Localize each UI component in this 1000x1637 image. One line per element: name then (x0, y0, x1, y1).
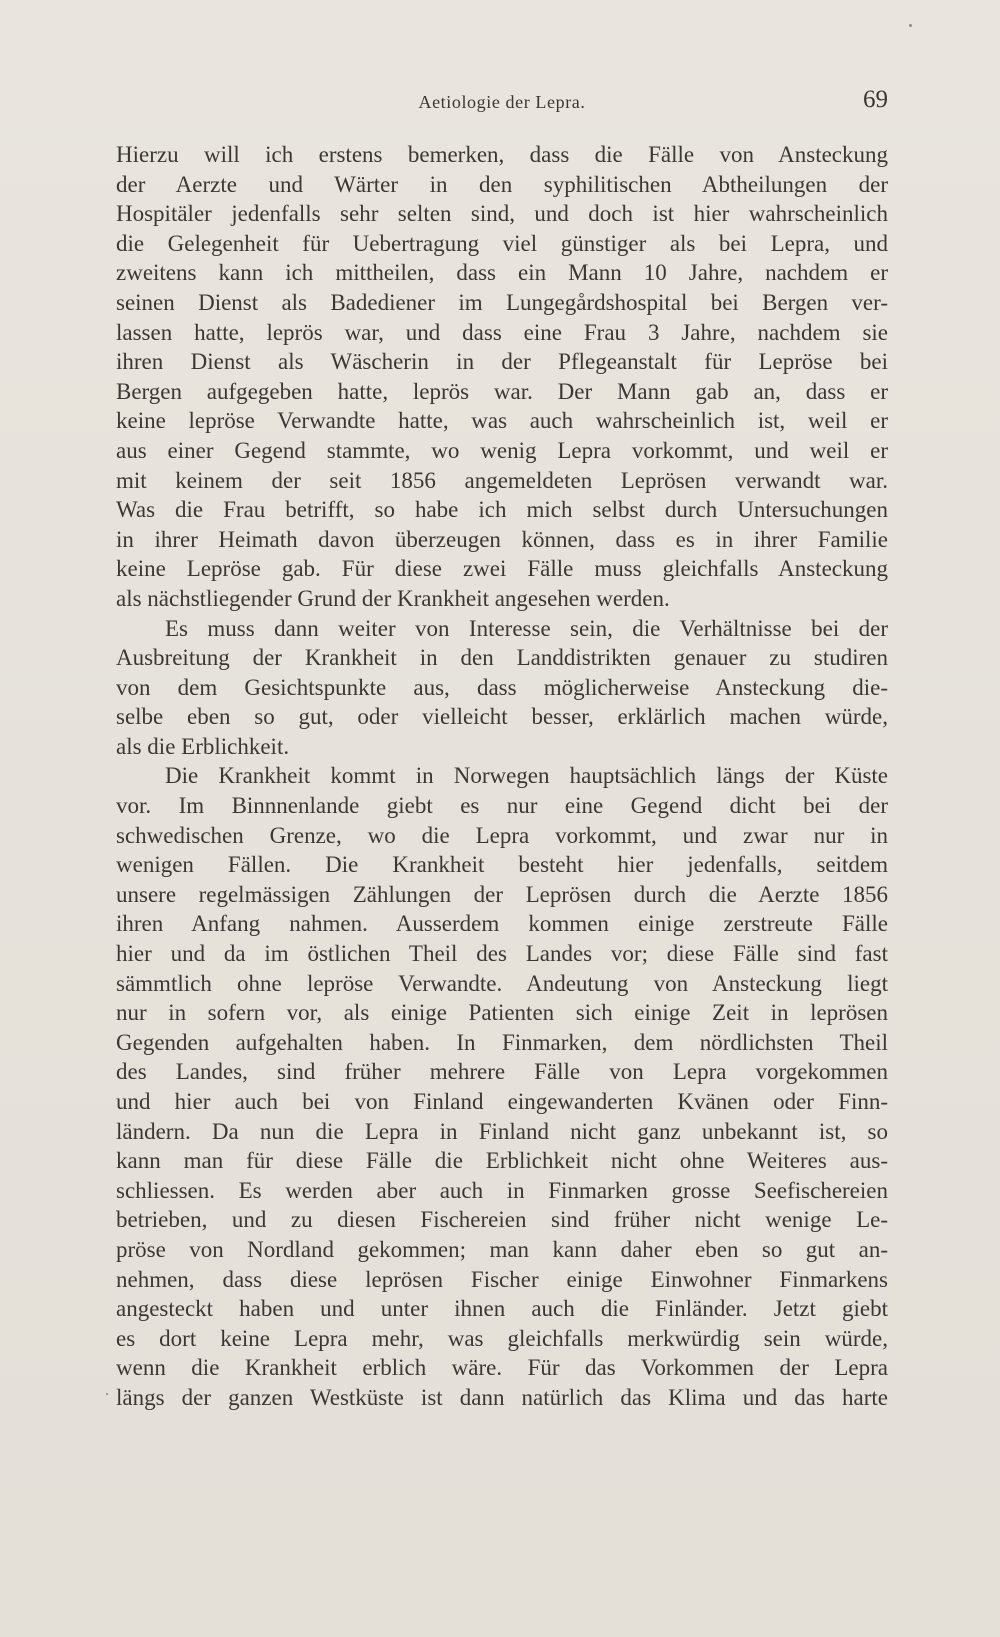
text-line: Hierzu will ich erstens bemerken, dass die Fälle von Ansteckung (116, 142, 888, 167)
text-line: Bergen aufgegeben hatte, leprös war. Der Mann gab an, dass er (116, 378, 888, 404)
body-text (116, 140, 888, 1413)
text-line: ihren Dienst als Wäscherin in der Pflegeanstalt für Lepröse bei (116, 349, 888, 375)
text-line: und hier auch bei von Finland eingewanderten Kvänen oder Finn- (116, 1089, 888, 1114)
text-line: pröse von Nordland gekommen; man kann daher eben so gut an- (116, 1236, 888, 1262)
text-line: Ausbreitung der Krankheit in den Landdistrikten genauer zu studiren (116, 645, 888, 671)
text-line: lassen hatte, leprös war, und dass eine Frau 3 Jahre, nachdem sie (116, 319, 888, 345)
text-line: Gegenden aufgehalten haben. In Finmarken, dem nördlichsten Theil (116, 1029, 888, 1055)
text-line: wenigen Fällen. Die Krankheit besteht hier jedenfalls, seitdem (116, 852, 888, 878)
text-line: aus einer Gegend stammte, wo wenig Lepra vorkommt, und weil er (116, 437, 888, 463)
text-line: kann man für diese Fälle die Erblichkeit nicht ohne Weiteres aus- (116, 1148, 888, 1174)
text-line: sämmtlich ohne lepröse Verwandte. Andeutung von Ansteckung liegt (116, 970, 888, 996)
text-line: nur in sofern vor, als einige Patienten sich einige Zeit in leprösen (116, 1000, 888, 1026)
text-line: es dort keine Lepra mehr, was gleichfalls merkwürdig sein würde, (116, 1325, 888, 1351)
text-line: von dem Gesichtspunkte aus, dass möglicherweise Ansteckung die- (116, 674, 888, 700)
text-line: Hospitäler jedenfalls sehr selten sind, und doch ist hier wahrscheinlich (116, 201, 888, 227)
paper-speck (106, 1393, 108, 1395)
text-line: mit keinem der seit 1856 angemeldeten Leprösen verwandt war. (116, 467, 888, 493)
running-head (116, 86, 888, 120)
text-line: in ihrer Heimath davon überzeugen können, dass es in ihrer Familie (116, 526, 888, 552)
text-line: des Landes, sind früher mehrere Fälle von Lepra vorgekommen (116, 1059, 888, 1085)
text-line: die Gelegenheit für Uebertragung viel günstiger als bei Lepra, und (116, 230, 888, 256)
text-line: keine lepröse Verwandte hatte, was auch wahrscheinlich ist, weil er (116, 408, 888, 434)
text-line: ihren Anfang nahmen. Ausserdem kommen einige zerstreute Fälle (116, 911, 888, 937)
text-line: angesteckt haben und unter ihnen auch die Finländer. Jetzt giebt (116, 1296, 888, 1322)
text-line: betrieben, und zu diesen Fischereien sind früher nicht wenige Le- (116, 1207, 888, 1233)
text-line: zweitens kann ich mittheilen, dass ein Mann 10 Jahre, nachdem er (116, 260, 888, 286)
text-line: Was die Frau betrifft, so habe ich mich selbst durch Untersuchungen (116, 497, 888, 523)
paper-speck (909, 24, 912, 27)
text-line: hier und da im östlichen Theil des Landes vor; diese Fälle sind fast (116, 941, 888, 967)
text-line: schwedischen Grenze, wo die Lepra vorkommt, und zwar nur in (116, 822, 888, 848)
text-line: seinen Dienst als Badediener im Lungegårdshospital bei Bergen ver- (116, 289, 888, 315)
text-line: der Aerzte und Wärter in den syphilitischen Abtheilungen der (116, 171, 888, 197)
paragraph-last-line: als die Erblichkeit. (116, 733, 290, 759)
text-line: schliessen. Es werden aber auch in Finmarken grosse Seefischereien (116, 1177, 888, 1203)
text-line: vor. Im Binnnenlande giebt es nur eine Gegend dicht bei der (116, 793, 888, 819)
paragraph-last-line: als nächstliegender Grund der Krankheit angesehen werden. (116, 585, 670, 611)
page-number: 69 (863, 86, 888, 113)
paragraph-first-line: Es muss dann weiter von Interesse sein, die Verhältnisse bei der (165, 615, 888, 641)
text-line: wenn die Krankheit erblich wäre. Für das Vorkommen der Lepra (116, 1355, 888, 1381)
text-line: selbe eben so gut, oder vielleicht besser, erklärlich machen würde, (116, 704, 888, 730)
text-line: keine Lepröse gab. Für diese zwei Fälle muss gleichfalls Ansteckung (116, 556, 888, 582)
paragraph-first-line: Die Krankheit kommt in Norwegen hauptsächlich längs der Küste (165, 763, 888, 789)
text-line: nehmen, dass diese leprösen Fischer einige Einwohner Finmarkens (116, 1266, 888, 1292)
text-line: längs der ganzen Westküste ist dann natürlich das Klima und das harte (116, 1384, 888, 1410)
text-line: unsere regelmässigen Zählungen der Leprösen durch die Aerzte 1856 (116, 881, 888, 907)
text-line: ländern. Da nun die Lepra in Finland nicht ganz unbekannt ist, so (116, 1118, 888, 1144)
running-title: Aetiologie der Lepra. (418, 92, 586, 112)
